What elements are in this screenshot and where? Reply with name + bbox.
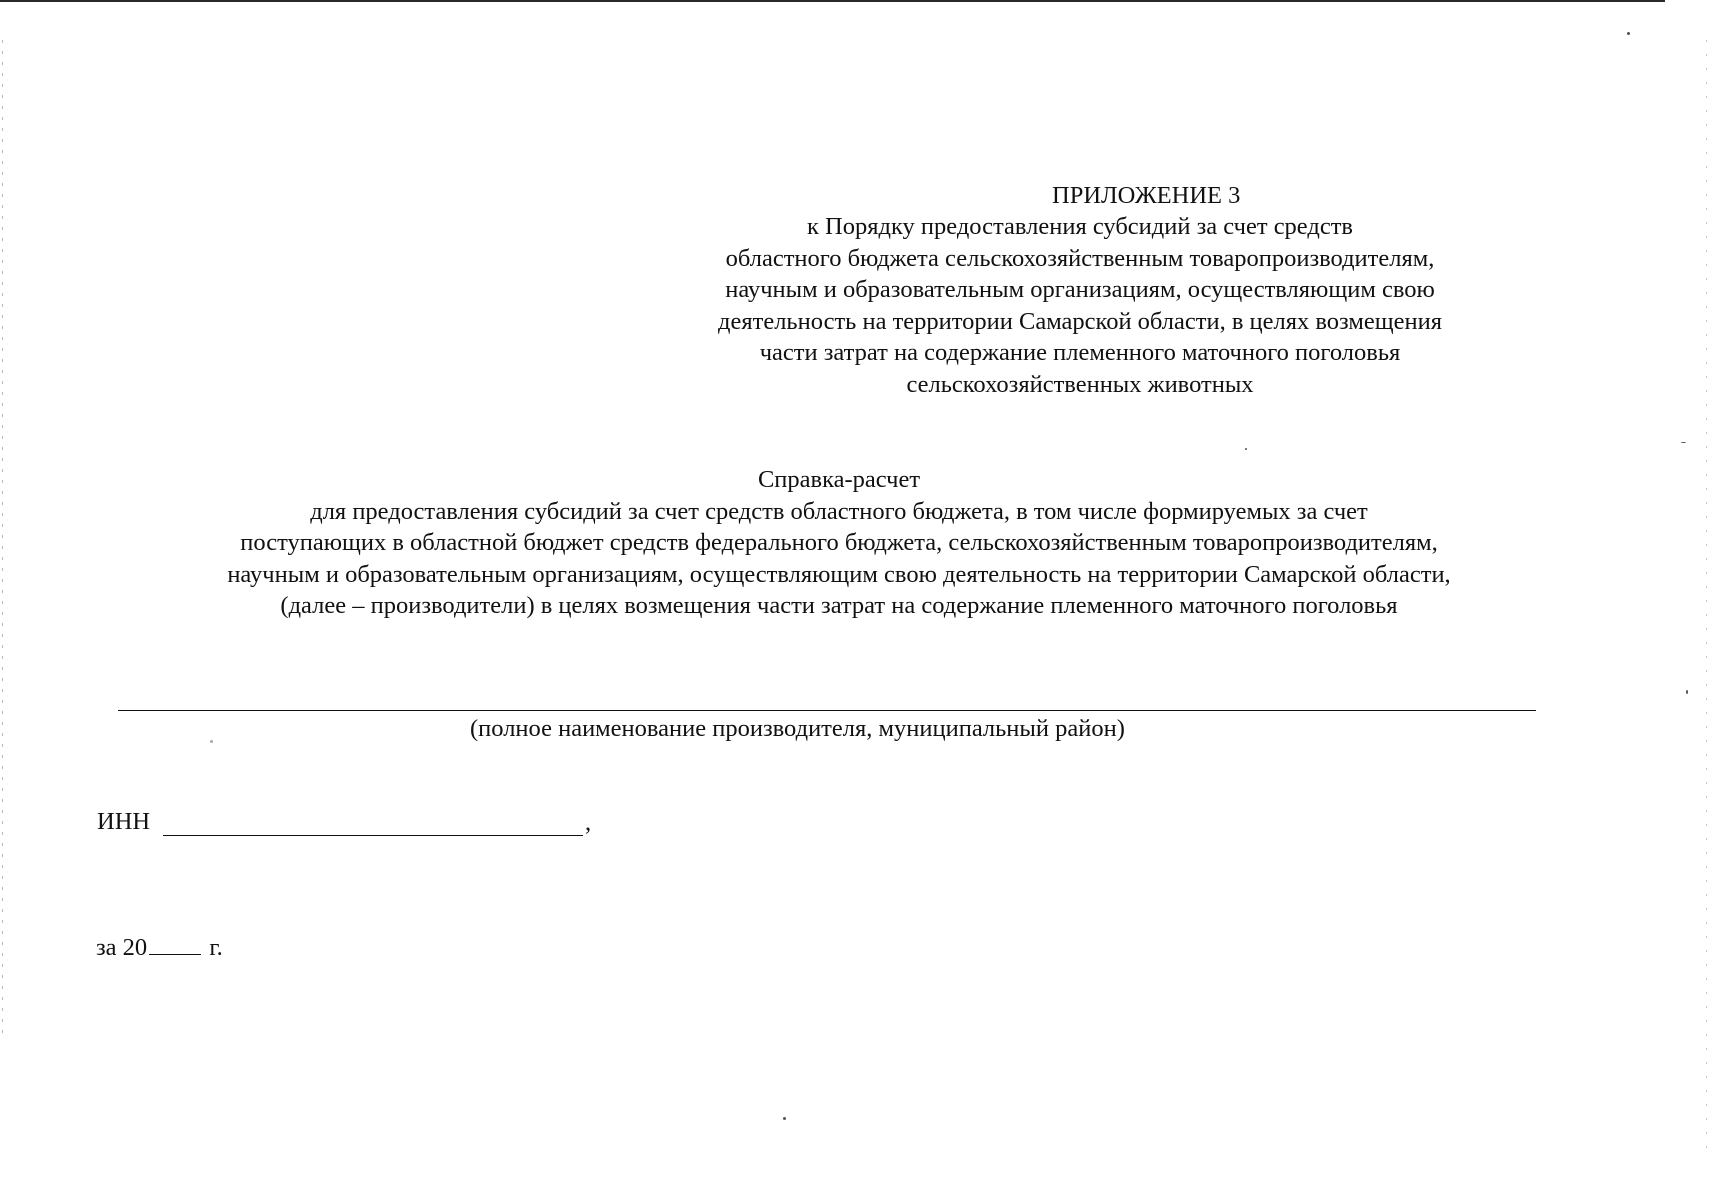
heading-block: [0, 464, 1678, 622]
heading-line: (далее – производители) в целях возмещения части затрат на содержание племенного маточного поголовья: [280, 592, 1398, 619]
inn-comma: ,: [585, 809, 592, 836]
annex-line: к Порядку предоставления субсидий за счет средств: [807, 213, 1353, 240]
heading-line: поступающих в областной бюджет средств федерального бюджета, сельскохозяйственным товаропроизводителям,: [240, 529, 1438, 556]
scan-right-edge: [1706, 40, 1707, 1160]
annex-line: деятельность на территории Самарской области, в целях возмещения: [718, 307, 1442, 335]
scan-speck: [1627, 32, 1630, 35]
annex-line: сельскохозяйственных животных: [906, 370, 1254, 398]
inn-blank: [163, 835, 583, 836]
scan-top-edge: [0, 0, 1665, 2]
annex-block: [700, 211, 1460, 400]
producer-caption: (полное наименование производителя, муниципальный район): [470, 715, 1125, 742]
scan-speck: [1245, 448, 1247, 450]
heading-title: Справка-расчет: [757, 466, 921, 493]
heading-line: научным и образовательным организациям, осуществляющим свою деятельность на территории Самарской области,: [227, 560, 1451, 588]
scan-speck: [1686, 690, 1688, 694]
annex-line: областного бюджета сельскохозяйственным товаропроизводителям,: [725, 244, 1435, 272]
heading-line: для предоставления субсидий за счет средств областного бюджета, в том числе формируемых за счет: [310, 497, 1368, 525]
scan-speck: [783, 1117, 786, 1120]
producer-name-blank: [118, 710, 1536, 711]
scan-speck: [1681, 442, 1686, 443]
inn-label: ИНН: [97, 808, 151, 835]
period-suffix: г.: [209, 934, 223, 961]
annex-title: ПРИЛОЖЕНИЕ 3: [1052, 182, 1241, 209]
period-prefix: за 20: [96, 934, 148, 961]
annex-line: части затрат на содержание племенного маточного поголовья: [759, 339, 1401, 366]
annex-line: научным и образовательным организациям, осуществляющим свою: [725, 276, 1435, 303]
scan-speck: [210, 740, 213, 743]
year-blank: [149, 954, 201, 955]
period-line: [96, 932, 223, 964]
